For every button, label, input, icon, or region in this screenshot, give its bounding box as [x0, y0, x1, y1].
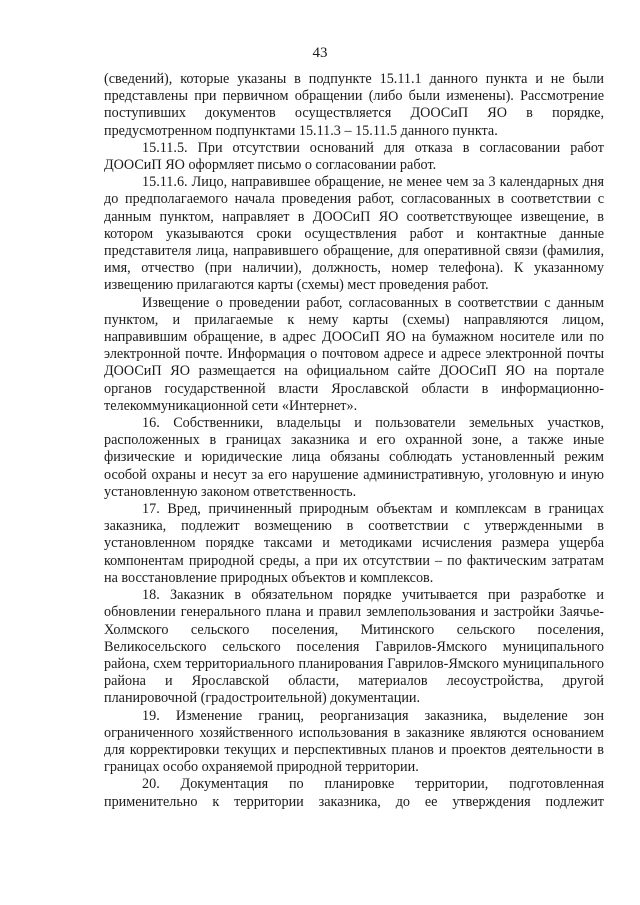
paragraph-15-11-6: 15.11.6. Лицо, направившее обращение, не менее чем за 3 календарных дня до предполагаемого начала проведения работ, согласованных в соответствии с данным пунктом, направляет в ДООСиП ЯО соответствующее извещение, в котором указываются сроки осуществления работ и контактные данные представителя лица, направившего обращение, для оперативной связи (фамилия, имя, отчество (при наличии), должность, номер телефона). К указанному извещению прилагаются карты (схемы) мест проведения работ.: [104, 174, 604, 294]
page-number: 43: [312, 45, 328, 61]
paragraph-18: 18. Заказник в обязательном порядке учитывается при разработке и обновлении генерального плана и правил землепользования и застройки Заячье-Холмского сельского поселения, Митинского сельского поселения, Великосельского сельского поселения Гаврилов-Ямского муниципального района, схем территориального планирования Гаврилов-Ямского муниципального района и Ярославской области, материалов лесоустройства, другой планировочной (градостроительной) документации.: [104, 587, 604, 707]
paragraph-continued: (сведений), которые указаны в подпункте 15.11.1 данного пункта и не были представлены при первичном обращении (либо были изменены). Рассмотрение поступивших документов осуществляется ДООСиП ЯО в порядке, предусмотренном подпунктами 15.11.3 – 15.11.5 данного пункта.: [104, 71, 604, 139]
paragraph-17: 17. Вред, причиненный природным объектам и комплексам в границах заказника, подлежит возмещению в соответствии с утвержденными в установленном порядке таксами и методиками исчисления размера ущерба компонентам природной среды, а при их отсутствии – по фактическим затратам на восстановление природных объектов и комплексов.: [104, 501, 604, 586]
paragraph-16: 16. Собственники, владельцы и пользователи земельных участков, расположенных в границах заказника и его охранной зоне, а также иные физические и юридические лица обязаны соблюдать установленный режим особой охраны и несут за его нарушение административную, уголовную и иную установленную законом ответственность.: [104, 415, 604, 500]
paragraph-notice: Извещение о проведении работ, согласованных в соответствии с данным пунктом, и прилагаемые к нему карты (схемы) направляются лицом, направившим обращение, в адрес ДООСиП ЯО на бумажном носителе или по электронной почте. Информация о почтовом адресе и адресе электронной почты ДООСиП ЯО размещается на официальном сайте ДООСиП ЯО на портале органов государственной власти Ярославской области в информационно-телекоммуникационной сети «Интернет».: [104, 294, 604, 414]
paragraph-20: 20. Документация по планировке территории, подготовленная применительно к территории заказника, до ее утверждения подлежит: [104, 776, 604, 810]
paragraph-19: 19. Изменение границ, реорганизация заказника, выделение зон ограниченного хозяйственного использования в заказнике являются основанием для корректировки текущих и перспективных планов и проектов деятельности в границах особо охраняемой природной территории.: [104, 707, 604, 776]
document-body: [104, 71, 604, 811]
paragraph-15-11-5: 15.11.5. При отсутствии оснований для отказа в согласовании работ ДООСиП ЯО оформляет письмо о согласовании работ.: [104, 139, 604, 174]
